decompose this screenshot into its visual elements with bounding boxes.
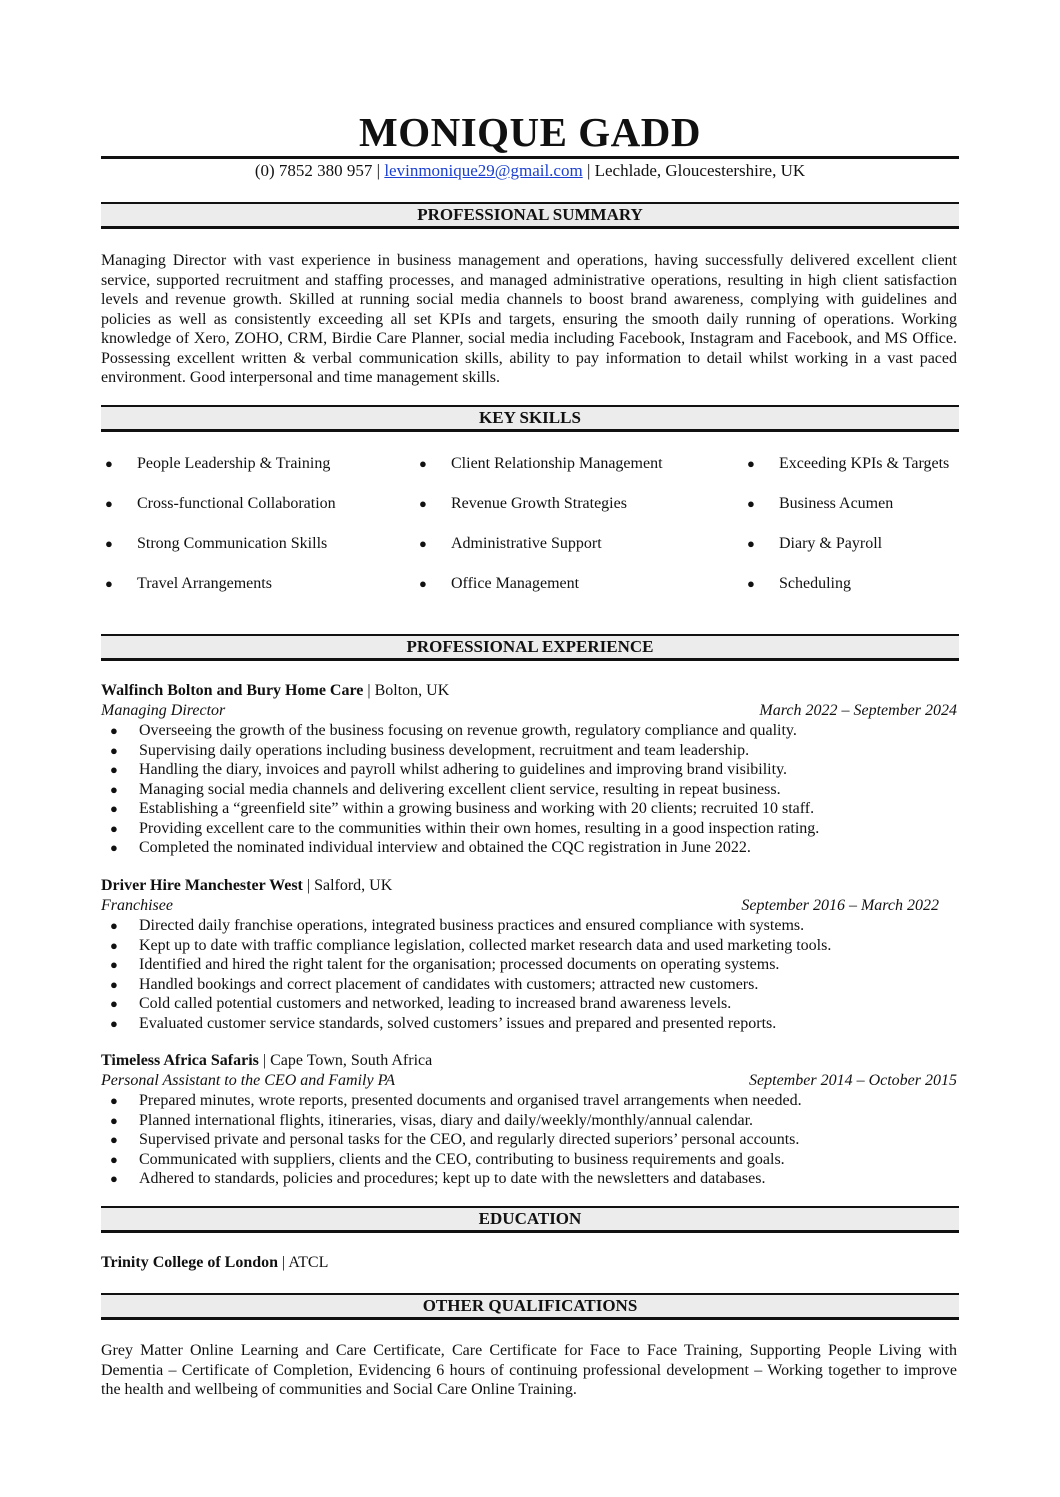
list-item: ● Handled bookings and correct placement of candidates with customers; attracted new customers.: [110, 975, 759, 993]
list-item: ● Prepared minutes, wrote reports, presented documents and organised travel arrangements when needed.: [110, 1092, 802, 1109]
list-item: ● Directed daily franchise operations, integrated business practices and ensured compliance with systems.: [110, 917, 805, 934]
job-title: Managing Director: [101, 702, 226, 719]
list-item: ● Kept up to date with traffic compliance legislation, collected market research data and used marketing tools.: [110, 936, 832, 954]
list-item: ● Identified and hired the right talent for the organisation; processed documents on operating systems.: [110, 956, 780, 973]
list-item: ● Overseeing the growth of the business focusing on revenue growth, regulatory compliance and quality.: [110, 722, 797, 739]
job-role-line: [101, 701, 957, 721]
job-role-line: [101, 896, 939, 916]
company-name: Driver Hire Manchester West: [101, 877, 303, 894]
degree: | ATCL: [278, 1254, 329, 1271]
bullet-icon: ●: [110, 1112, 118, 1128]
bullet-icon: ●: [105, 496, 113, 511]
list-item: ● Supervised private and personal tasks for the CEO, and regularly directed superiors’ personal accounts.: [110, 1131, 800, 1148]
skills-heading: KEY SKILLS: [101, 405, 959, 432]
contact-separator: |: [582, 161, 595, 180]
bullet-icon: ●: [105, 456, 113, 471]
bullet-icon: ●: [110, 840, 118, 855]
list-item: ● Cold called potential customers and networked, leading to increased brand awareness levels.: [110, 995, 732, 1012]
list-item: ● Evaluated customer service standards, solved customers’ issues and prepared and presented reports.: [110, 1014, 777, 1032]
bullet-icon: ●: [110, 1151, 118, 1167]
bullet-icon: ●: [110, 1015, 118, 1031]
qualifications-heading: OTHER QUALIFICATIONS: [101, 1293, 959, 1320]
list-item: ● Establishing a “greenfield site” within a growing business and working with 20 clients; recruited 10 staff.: [110, 800, 815, 817]
summary-text: Managing Director with vast experience in business management and operations, having successfully delivered excellent client service, supported recruitment and staffing processes, and managed administrative operations, resulting in high client satisfaction levels and revenue growth. Skilled at running social media channels to boost brand awareness, complying with guidelines and policies as well as consistently exceeding all set KPIs and targets, ensuring the smooth daily running of operations. Working knowledge of Xero, ZOHO, CRM, Birdie Care Planner, social media including Facebook, Instagram and Facebook, and MS Office. Possessing excellent written & verbal communication skills, ability to pay information to detail whilst working in a vast paced environment. Good interpersonal and time management skills.: [101, 252, 957, 386]
job-dates: September 2014 – October 2015: [749, 1072, 957, 1089]
company-name: Timeless Africa Safaris: [101, 1052, 259, 1069]
job-entry: [101, 876, 939, 1033]
job-location: | Cape Town, South Africa: [258, 1052, 433, 1069]
bullet-icon: ●: [419, 576, 427, 591]
job-role-line: [101, 1071, 957, 1091]
bullet-icon: ●: [110, 801, 118, 816]
summary-heading: PROFESSIONAL SUMMARY: [101, 202, 959, 229]
bullet-icon: ●: [747, 496, 755, 511]
education-entry: [101, 1253, 328, 1273]
bullet-icon: ●: [419, 496, 427, 511]
job-bullet-list: [101, 916, 939, 1033]
bullet-icon: ●: [419, 536, 427, 551]
job-dates: September 2016 – March 2022: [741, 897, 939, 914]
location: Lechlade, Gloucestershire, UK: [594, 161, 806, 180]
bullet-icon: ●: [110, 996, 118, 1011]
bullet-icon: ●: [110, 723, 118, 738]
job-location: | Salford, UK: [302, 877, 393, 894]
job-entry: [101, 1051, 957, 1189]
phone-number: (0) 7852 380 957: [254, 161, 373, 180]
job-title: Franchisee: [101, 897, 173, 914]
list-item: ● Handling the diary, invoices and payroll whilst adhering to guidelines and improving brand visibility.: [110, 761, 788, 778]
job-company-line: [101, 1051, 957, 1071]
bullet-icon: ●: [110, 742, 118, 758]
bullet-icon: ●: [110, 1093, 118, 1108]
job-location: | Bolton, UK: [363, 682, 450, 699]
name-divider: [101, 156, 959, 159]
contact-line: [0, 160, 1060, 182]
list-item: ● Adhered to standards, policies and procedures; kept up to date with the newsletters and databases.: [110, 1170, 766, 1187]
list-item: ● Planned international flights, itineraries, visas, diary and daily/weekly/monthly/annual calendar.: [110, 1111, 754, 1129]
job-company-line: [101, 876, 939, 896]
job-dates: March 2022 – September 2024: [759, 702, 957, 719]
bullet-icon: ●: [110, 937, 118, 953]
bullet-icon: ●: [110, 781, 118, 797]
list-item: ● Supervising daily operations including business development, recruitment and team leadership.: [110, 741, 750, 759]
company-name: Walfinch Bolton and Bury Home Care: [101, 682, 364, 699]
job-bullet-list: [101, 721, 957, 858]
qualifications-text: Grey Matter Online Learning and Care Certificate, Care Certificate for Face to Face Training, Supporting People Living with Dementia – Certificate of Completion, Evidencing 6 hours of continuing professional development – Working together to improve the health and wellbeing of communities and Social Care Online Training.: [101, 1342, 957, 1398]
list-item: ● Communicated with suppliers, clients and the CEO, contributing to business requirements and goals.: [110, 1150, 785, 1168]
bullet-icon: ●: [110, 976, 118, 992]
list-item: ● Managing social media channels and delivering excellent client service, resulting in repeat business.: [110, 780, 781, 798]
bullet-icon: ●: [110, 957, 118, 972]
list-item: ● Completed the nominated individual interview and obtained the CQC registration in June 2022.: [110, 839, 751, 856]
candidate-name: MONIQUE GADD: [359, 109, 701, 155]
list-item: ● Providing excellent care to the communities within their own homes, resulting in a good inspection rating.: [110, 819, 820, 837]
bullet-icon: ●: [419, 456, 427, 471]
bullet-icon: ●: [110, 1171, 118, 1186]
bullet-icon: ●: [110, 1132, 118, 1147]
skills-grid: ● People Leadership & Training ● Cross-functional Collaboration ● Strong Communication Skills ● Travel Arrangements ● Client Relationship Management ● Revenue Growth Strategies ● Administrative Support ● Office Management ● Exceeding KPIs & Targets ● Business Acumen ● Diary & Payroll ● Scheduling: [105, 455, 950, 592]
experience-heading: PROFESSIONAL EXPERIENCE: [101, 634, 959, 661]
job-entry: [101, 681, 957, 858]
bullet-icon: ●: [110, 820, 118, 836]
bullet-icon: ●: [105, 536, 113, 551]
school-name: Trinity College of London: [101, 1254, 279, 1271]
bullet-icon: ●: [747, 536, 755, 551]
education-heading: EDUCATION: [101, 1206, 959, 1233]
email-link[interactable]: levinmonique29@gmail.com: [384, 161, 583, 180]
job-title: Personal Assistant to the CEO and Family PA: [101, 1072, 396, 1089]
bullet-icon: ●: [747, 456, 755, 471]
bullet-icon: ●: [747, 576, 755, 591]
bullet-icon: ●: [105, 576, 113, 591]
job-company-line: [101, 681, 957, 701]
bullet-icon: ●: [110, 762, 118, 777]
contact-separator: |: [372, 161, 385, 180]
bullet-icon: ●: [110, 918, 118, 933]
job-bullet-list: [101, 1091, 957, 1189]
